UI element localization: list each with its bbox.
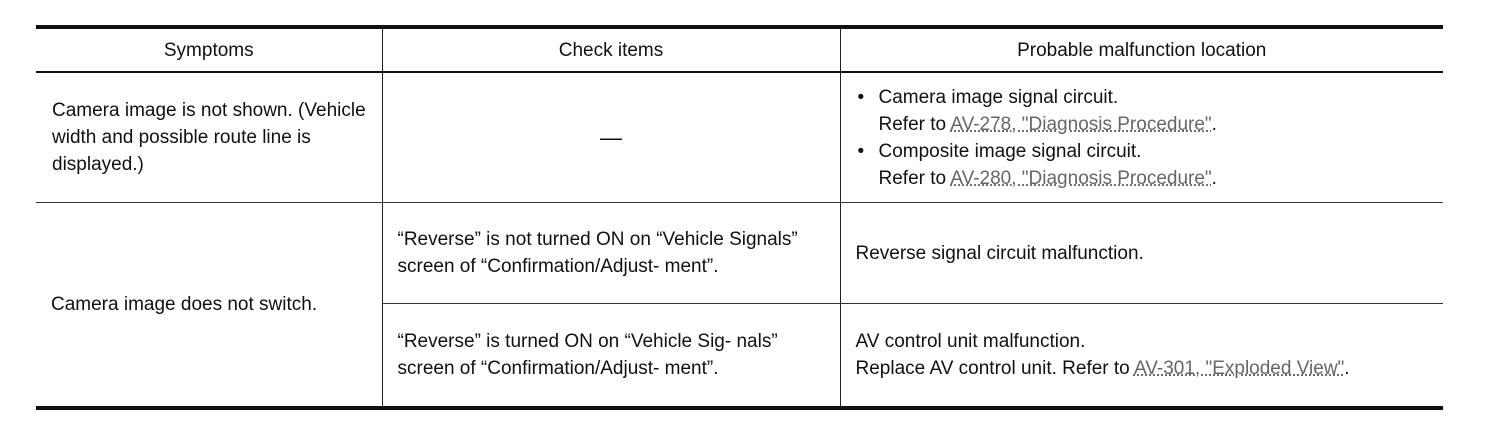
check-cell: — (382, 72, 840, 203)
symptom-cell: Camera image does not switch. (36, 203, 382, 409)
location-cell (840, 304, 1443, 409)
header-probable-location: Probable malfunction location (840, 27, 1443, 72)
reference-line (879, 111, 1429, 138)
location-list (856, 84, 1429, 192)
period: . (1211, 167, 1217, 189)
check-cell: “Reverse” is turned ON on “Vehicle Sig- nals” screen of “Confirmation/Adjust- ment”. (382, 304, 840, 409)
location-text: Camera image signal circuit. (878, 86, 1119, 108)
reference-line (879, 165, 1429, 192)
location-cell (840, 72, 1443, 203)
header-row (36, 27, 1443, 72)
reference-link-av278[interactable]: AV-278, "Diagnosis Procedure" (950, 113, 1212, 135)
bullet: • (857, 86, 865, 108)
location-cell: Reverse signal circuit malfunction. (840, 203, 1443, 304)
header-symptoms: Symptoms (163, 39, 254, 61)
symptom-cell: Camera image is not shown. (Vehicle width and possible route line is displayed.) (36, 72, 382, 203)
refer-label: Refer to (878, 167, 947, 189)
reference-link-av280[interactable]: AV-280, "Diagnosis Procedure" (950, 167, 1212, 189)
symptom-table (36, 25, 1443, 410)
period: . (1211, 113, 1217, 135)
check-cell: “Reverse” is not turned ON on “Vehicle Signals” screen of “Confirmation/Adjust- ment”. (382, 203, 840, 304)
bullet: • (857, 140, 865, 162)
location-text: AV control unit malfunction. (855, 331, 1086, 352)
period: . (1344, 358, 1350, 379)
table-row (36, 203, 1443, 304)
header-check-items: Check items (382, 27, 840, 72)
list-item (856, 138, 1429, 192)
table-row (36, 72, 1443, 203)
location-text: Replace AV control unit. Refer to (855, 358, 1130, 379)
refer-label: Refer to (878, 113, 947, 135)
reference-link-av301[interactable]: AV-301, "Exploded View" (1133, 358, 1345, 379)
location-text: Composite image signal circuit. (878, 140, 1142, 162)
list-item (856, 84, 1429, 138)
